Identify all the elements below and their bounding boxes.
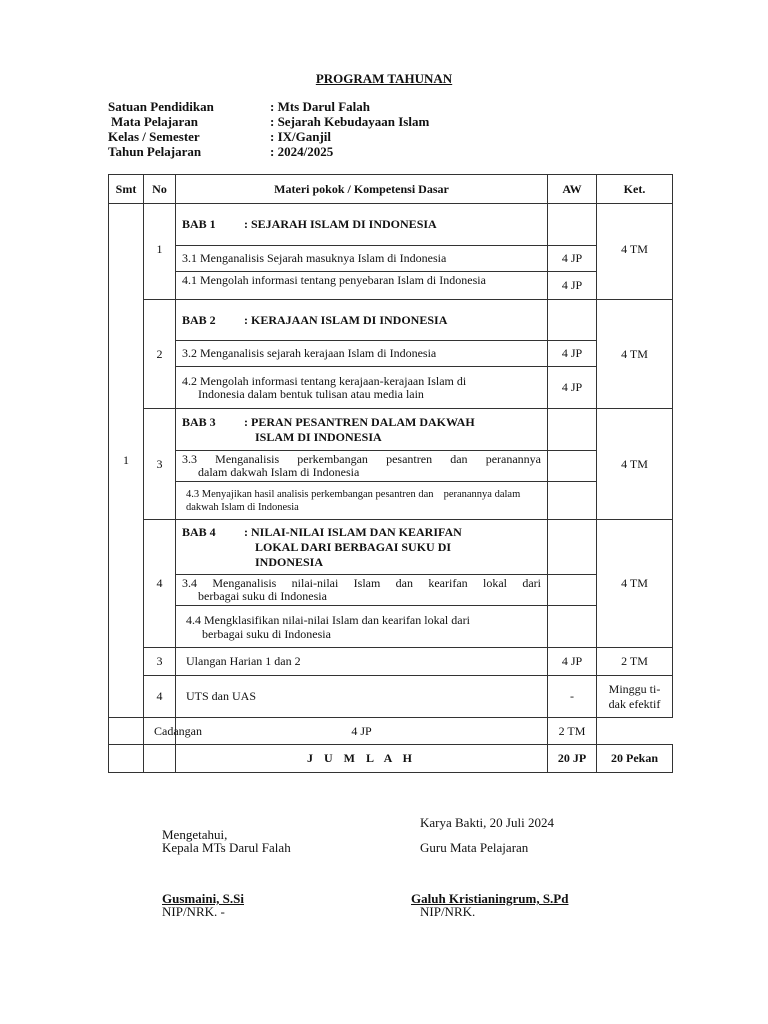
- program-table: [108, 174, 673, 773]
- row-number: 4: [144, 676, 176, 718]
- chapter-name-line: : NILAI-NILAI ISLAM DAN KEARIFAN: [244, 524, 462, 539]
- chapter-title: [176, 204, 548, 246]
- info-value: : Sejarah Kebudayaan Islam: [270, 114, 430, 129]
- kd-line: berbagai suku di Indonesia: [202, 626, 331, 641]
- kd-item: 4.1 Mengolah informasi tentang penyebaran Islam di Indonesia: [176, 272, 548, 300]
- aw-cell: [548, 520, 597, 575]
- ket-line: Minggu ti-: [608, 681, 661, 696]
- info-row-school: [108, 99, 429, 114]
- chapter-title: [176, 409, 548, 451]
- aw-cell: [548, 575, 597, 606]
- document-title: PROGRAM TAHUNAN: [315, 71, 453, 86]
- row-number: 3: [144, 648, 176, 676]
- place-date: Karya Bakti, 20 Juli 2024: [420, 815, 554, 830]
- table-row: [109, 520, 673, 575]
- header-materi: Materi pokok / Kompetensi Dasar: [176, 175, 548, 204]
- chapter-name: [244, 525, 462, 570]
- kd-line: peranannya dalam dakwah Islam di Indonesia: [186, 488, 521, 513]
- aw-cell: 4 JP: [176, 718, 548, 745]
- aw-cell: [548, 451, 597, 482]
- header-aw: AW: [548, 175, 597, 204]
- table-row: [109, 246, 673, 272]
- aw-cell: 4 JP: [548, 367, 597, 409]
- kd-line: 3.4 Menganalisis nilai-nilai Islam dan kearifan lokal dari: [182, 576, 541, 590]
- info-label: Tahun Pelajaran: [108, 144, 202, 159]
- ket-cell: 4 TM: [597, 300, 673, 409]
- aw-cell: [548, 482, 597, 520]
- headmaster-nip: NIP/NRK. -: [162, 904, 225, 919]
- header-no: No: [144, 175, 176, 204]
- row-text: Cadangan: [144, 718, 176, 745]
- ket-cell: 2 TM: [597, 648, 673, 676]
- chapter-name: : SEJARAH ISLAM DI INDONESIA: [244, 217, 437, 231]
- aw-cell: 4 JP: [548, 341, 597, 367]
- header-ket: Ket.: [597, 175, 673, 204]
- kd-item: 3.1 Menganalisis Sejarah masuknya Islam di Indonesia: [176, 246, 548, 272]
- kd-line: 4.3 Menyajikan hasil analisis perkembangan pesantren dan: [186, 488, 434, 500]
- chapter-label: BAB 1: [182, 217, 216, 231]
- table-row: [109, 451, 673, 482]
- info-value: : Mts Darul Falah: [270, 99, 371, 114]
- chapter-title: [176, 300, 548, 341]
- table-header-row: [109, 175, 673, 204]
- headmaster-name: Gusmaini, S.Si: [162, 891, 245, 906]
- info-value: : 2024/2025: [270, 144, 334, 159]
- aw-cell: -: [548, 676, 597, 718]
- kd-item: [176, 482, 548, 520]
- chapter-number: 1: [144, 204, 176, 300]
- kd-item: [176, 606, 548, 648]
- ket-cell: 4 TM: [597, 409, 673, 520]
- kd-line: berbagai suku di Indonesia: [198, 589, 327, 603]
- kd-item: 3.2 Menganalisis sejarah kerajaan Islam di Indonesia: [176, 341, 548, 367]
- kd-item: [176, 367, 548, 409]
- aw-cell: [548, 204, 597, 246]
- ket-cell: 4 TM: [597, 520, 673, 648]
- chapter-name-line: LOKAL DARI BERBAGAI SUKU DI: [255, 539, 452, 554]
- table-row: [109, 341, 673, 367]
- total-aw: 20 JP: [548, 745, 597, 773]
- empty-cell: [109, 745, 144, 773]
- semester-cell: 1: [109, 204, 144, 718]
- table-row: [109, 745, 673, 773]
- table-row: [109, 648, 673, 676]
- row-text: UTS dan UAS: [176, 676, 548, 718]
- kd-line: 4.2 Mengolah informasi tentang kerajaan-kerajaan Islam di: [182, 373, 467, 388]
- info-row-subject: [108, 114, 429, 129]
- table-row: [109, 409, 673, 451]
- table-row: [109, 482, 673, 520]
- kd-line: 3.3 Menganalisis perkembangan pesantren dan peranannya: [182, 452, 541, 466]
- info-label: Mata Pelajaran: [111, 114, 199, 129]
- table-row: [109, 676, 673, 718]
- table-row: [109, 367, 673, 409]
- teacher-name: Galuh Kristianingrum, S.Pd: [411, 891, 569, 906]
- chapter-name: [244, 415, 475, 445]
- chapter-title: [176, 520, 548, 575]
- document-info: [108, 99, 429, 159]
- aw-cell: [548, 409, 597, 451]
- chapter-number: 3: [144, 409, 176, 520]
- ket-line: dak efektif: [608, 696, 661, 711]
- acknowledged-label: Mengetahui,: [162, 827, 228, 842]
- table-row: [109, 204, 673, 246]
- row-text: Ulangan Harian 1 dan 2: [176, 648, 548, 676]
- table-row: [109, 300, 673, 341]
- teacher-nip: NIP/NRK.: [420, 904, 476, 919]
- table-row: [109, 606, 673, 648]
- chapter-label: BAB 3: [182, 414, 216, 429]
- aw-cell: 4 JP: [548, 246, 597, 272]
- info-row-year: [108, 144, 429, 159]
- ket-cell: [597, 676, 673, 718]
- chapter-name: : KERAJAAN ISLAM DI INDONESIA: [244, 312, 448, 327]
- chapter-name-line: INDONESIA: [255, 554, 324, 569]
- chapter-label: BAB 2: [182, 312, 216, 327]
- chapter-number: 4: [144, 520, 176, 648]
- ket-cell: 2 TM: [548, 718, 597, 745]
- chapter-name-line: : PERAN PESANTREN DALAM DAKWAH: [244, 414, 475, 429]
- aw-cell: [548, 300, 597, 341]
- info-label: Kelas / Semester: [108, 129, 200, 144]
- empty-cell: [144, 745, 176, 773]
- kd-item: [176, 575, 548, 606]
- ket-cell: 4 TM: [597, 204, 673, 300]
- info-value: : IX/Ganjil: [270, 129, 332, 144]
- total-ket: 20 Pekan: [597, 745, 673, 773]
- teacher-title: Guru Mata Pelajaran: [420, 840, 529, 855]
- chapter-number: 2: [144, 300, 176, 409]
- kd-line: dalam dakwah Islam di Indonesia: [198, 465, 360, 479]
- aw-cell: [548, 606, 597, 648]
- info-label: Satuan Pendidikan: [108, 99, 214, 114]
- aw-cell: 4 JP: [548, 648, 597, 676]
- kd-item: [176, 451, 548, 482]
- chapter-name-line: ISLAM DI INDONESIA: [255, 429, 382, 444]
- info-row-class: [108, 129, 429, 144]
- table-row: [109, 575, 673, 606]
- kd-line: Indonesia dalam bentuk tulisan atau media lain: [198, 386, 424, 401]
- header-smt: Smt: [109, 175, 144, 204]
- row-number: [109, 718, 144, 745]
- headmaster-title: Kepala MTs Darul Falah: [162, 840, 291, 855]
- kd-line: 4.4 Mengklasifikan nilai-nilai Islam dan kearifan lokal dari: [186, 612, 470, 627]
- table-row: [109, 718, 673, 745]
- chapter-label: BAB 4: [182, 524, 216, 539]
- total-label: J U M L A H: [176, 745, 548, 773]
- aw-cell: 4 JP: [548, 272, 597, 300]
- table-row: [109, 272, 673, 300]
